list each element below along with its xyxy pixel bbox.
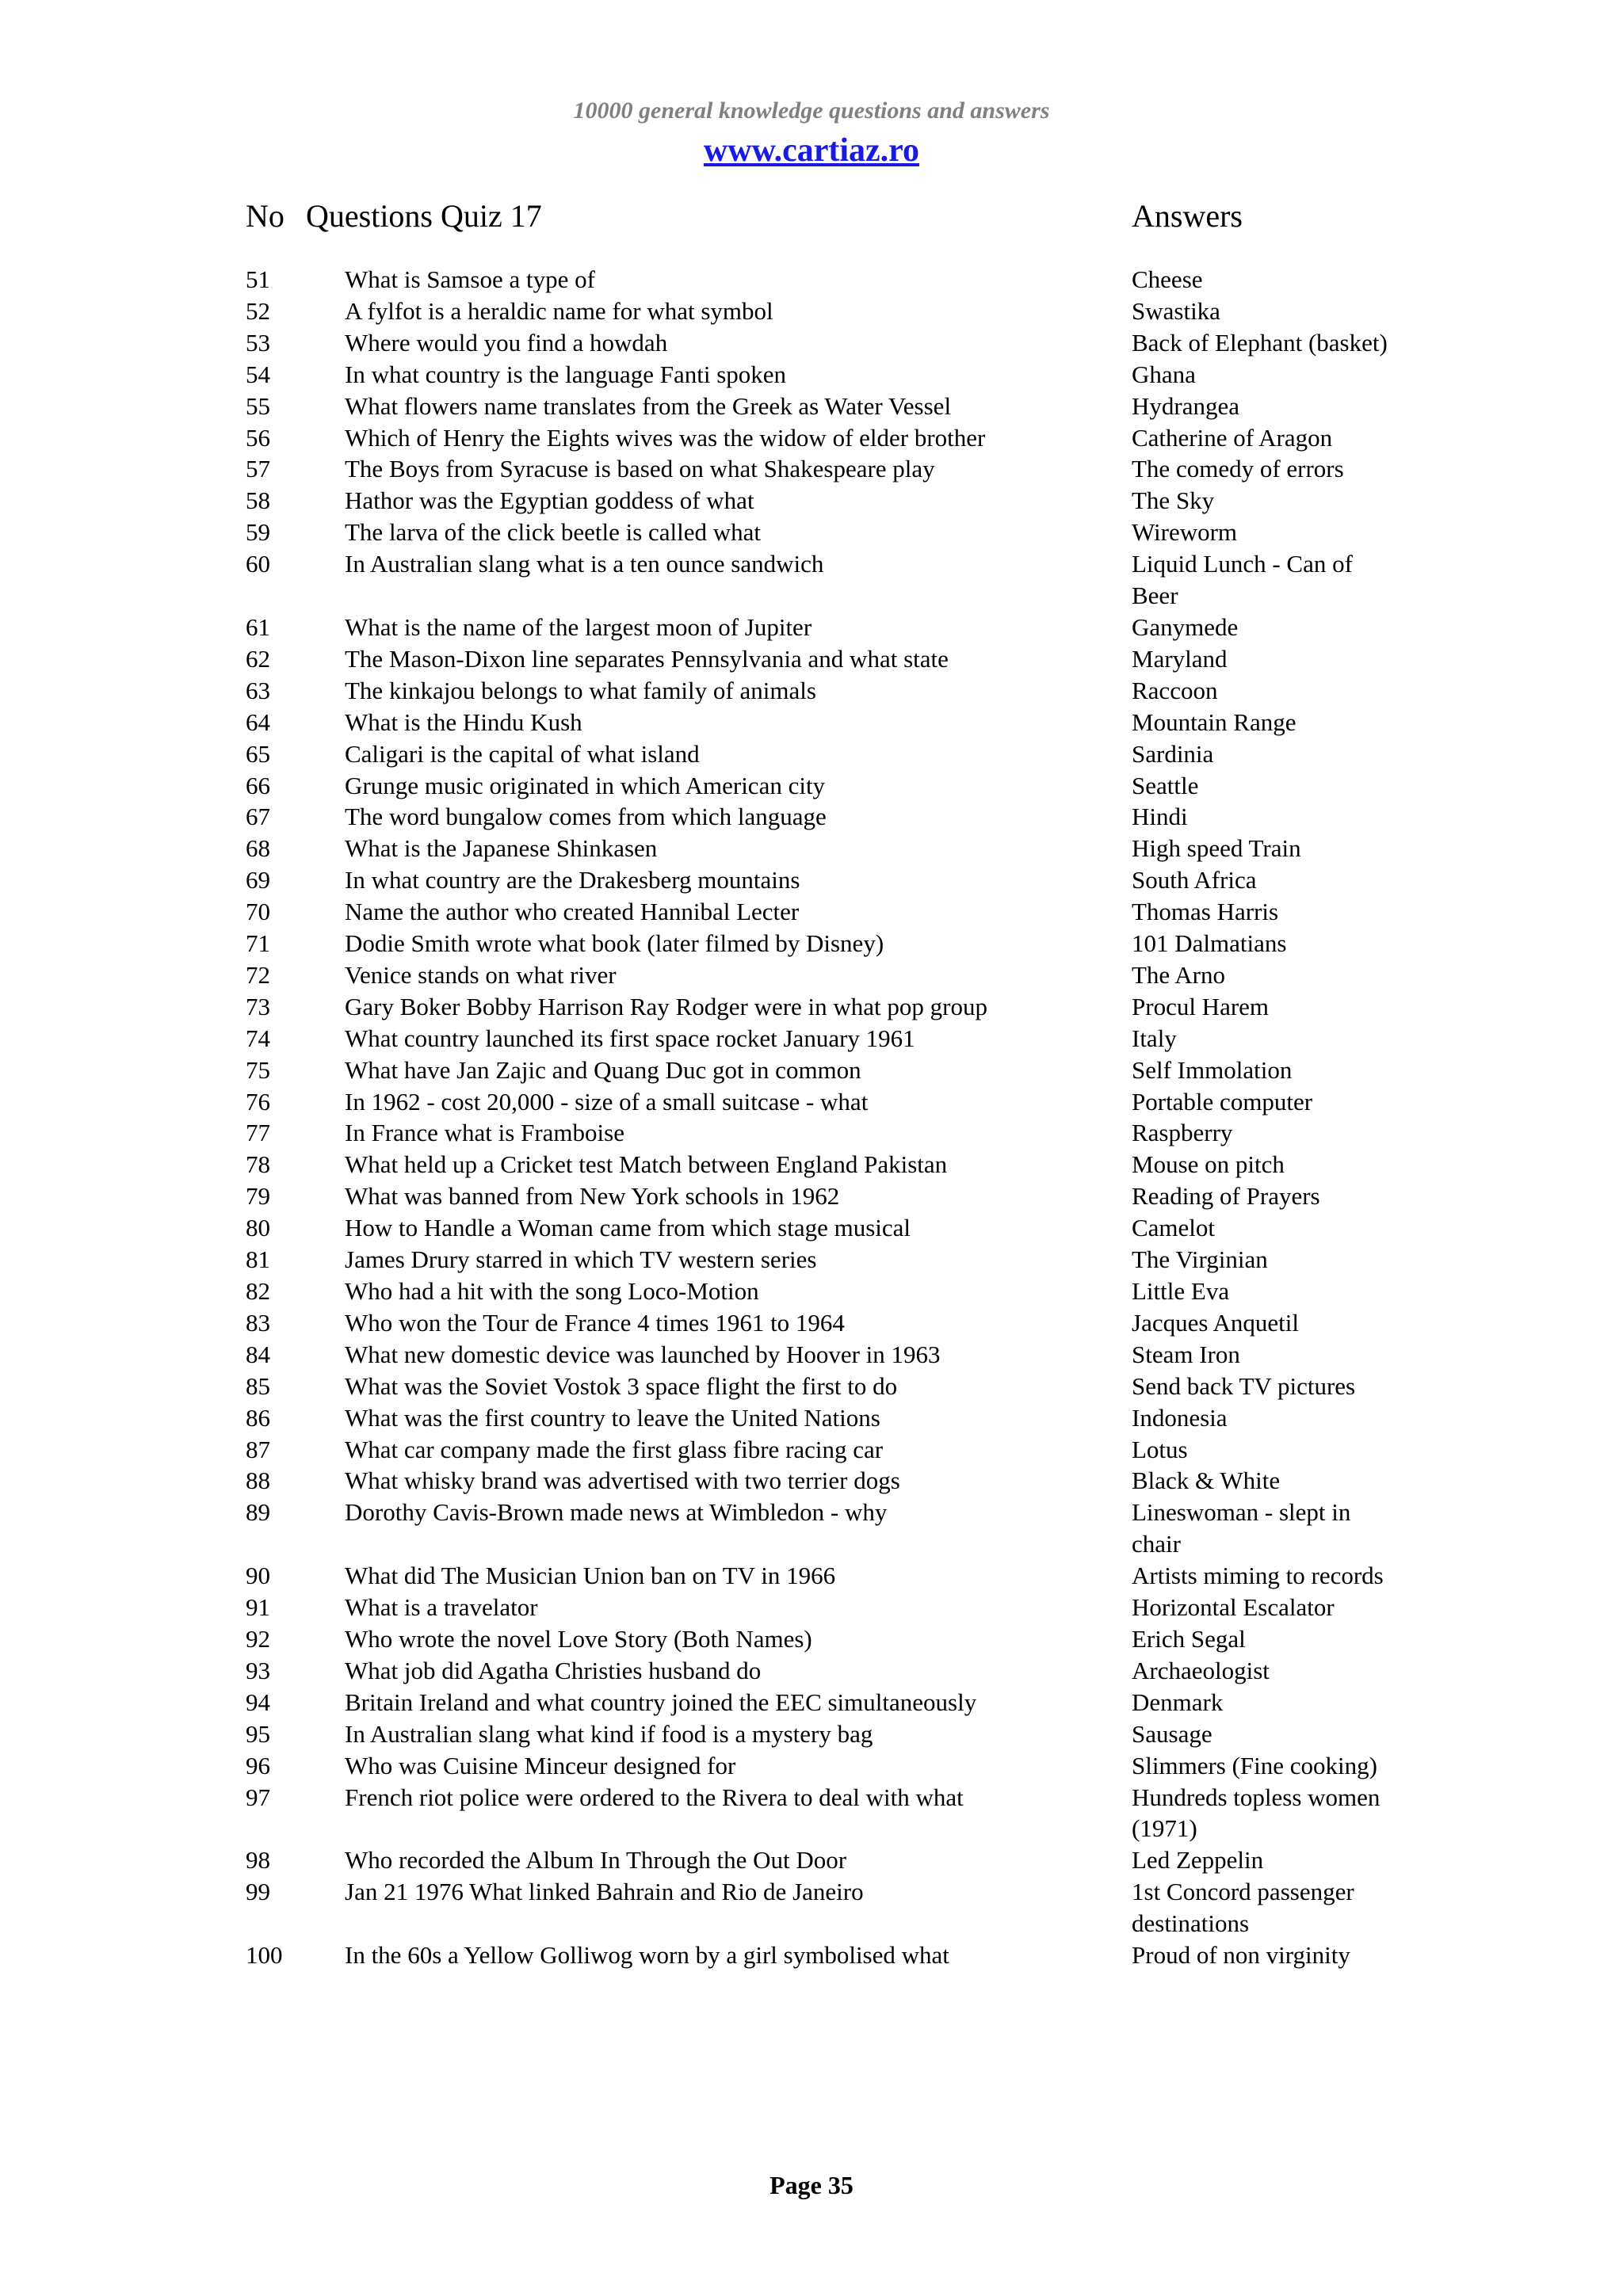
question-number: 96 [246,1751,270,1779]
table-row [0,1497,1623,1560]
question-text: In Australian slang what kind if food is a mystery bag [345,1719,873,1748]
table-row [0,801,1623,833]
question-text: What new domestic device was launched by Hoover in 1963 [345,1340,941,1368]
table-row [0,833,1623,864]
answer-text: Thomas Harris [1132,898,1279,926]
answer-text: Denmark [1132,1688,1224,1716]
question-number: 95 [246,1719,270,1748]
question-number: 68 [246,834,270,863]
column-header-no: No [246,198,285,234]
question-number: 78 [246,1150,270,1179]
question-number: 81 [246,1245,270,1274]
question-text: Who recorded the Album In Through the Out Door [345,1846,847,1875]
question-number: 60 [246,550,270,578]
question-text: Britain Ireland and what country joined the EEC simultaneously [345,1688,977,1716]
answer-text: Little Eva [1132,1277,1230,1305]
table-row [0,1117,1623,1149]
answer-text: Self Immolation [1132,1055,1293,1084]
answer-text: Send back TV pictures [1132,1371,1356,1400]
question-number: 85 [246,1371,270,1400]
answer-text: Italy [1132,1024,1177,1052]
question-number: 53 [246,328,270,357]
question-number: 64 [246,707,270,736]
table-row [0,1844,1623,1876]
answer-text: Cheese [1132,265,1203,293]
answer-text: Portable computer [1132,1087,1313,1116]
question-text: What flowers name translates from the Greek as Water Vessel [345,391,952,420]
question-text: Who won the Tour de France 4 times 1961 to 1964 [345,1308,845,1337]
answer-text: Hindi [1132,803,1188,831]
question-text: In France what is Framboise [345,1119,624,1147]
table-row [0,1307,1623,1339]
table-row [0,864,1623,896]
answer-text: South Africa [1132,866,1257,894]
question-number: 59 [246,518,270,547]
table-row [0,928,1623,959]
question-text: What is the Japanese Shinkasen [345,834,658,863]
question-text: James Drury starred in which TV western series [345,1245,817,1274]
question-text: What did The Musician Union ban on TV in 1966 [345,1562,836,1590]
table-row [0,1180,1623,1212]
answer-text: Ganymede [1132,612,1239,641]
question-text: What country launched its first space rocket January 1961 [345,1024,915,1052]
question-number: 58 [246,486,270,515]
question-text: In Australian slang what is a ten ounce sandwich [345,550,824,578]
table-row [0,1718,1623,1750]
question-text: The kinkajou belongs to what family of animals [345,676,816,704]
answer-text: Indonesia [1132,1403,1228,1432]
question-number: 79 [246,1182,270,1211]
question-number: 65 [246,739,270,768]
question-number: 83 [246,1308,270,1337]
answer-text: Procul Harem [1132,992,1270,1020]
question-text: Caligari is the capital of what island [345,739,700,768]
answer-text: Sausage [1132,1719,1212,1748]
answer-text: 1st Concord passenger destinations [1132,1878,1354,1938]
table-row [0,327,1623,359]
answer-text: Ghana [1132,360,1196,388]
table-row [0,1023,1623,1055]
table-row [0,991,1623,1023]
question-text: Dodie Smith wrote what book (later filmed by Disney) [345,929,884,958]
table-row [0,612,1623,643]
quiz-table [0,264,1623,1971]
question-number: 100 [246,1941,283,1970]
answer-text: Led Zeppelin [1132,1846,1264,1875]
table-row [0,1371,1623,1402]
question-number: 88 [246,1466,270,1495]
answer-text: Swastika [1132,296,1220,325]
question-text: A fylfot is a heraldic name for what symbol [345,296,773,325]
question-text: What is the Hindu Kush [345,707,582,736]
question-number: 91 [246,1593,270,1622]
table-row [0,770,1623,802]
question-number: 55 [246,391,270,420]
answer-text: Archaeologist [1132,1656,1270,1684]
answer-text: The Virginian [1132,1245,1268,1274]
answer-text: Maryland [1132,644,1228,673]
table-row [0,264,1623,296]
table-row [0,1592,1623,1623]
table-row [0,1212,1623,1244]
answer-text: Horizontal Escalator [1132,1593,1335,1622]
question-text: Where would you find a howdah [345,328,668,357]
table-row [0,896,1623,928]
question-number: 94 [246,1688,270,1716]
table-row [0,1086,1623,1118]
table-row [0,1560,1623,1592]
answer-text: High speed Train [1132,834,1301,863]
answer-text: Mountain Range [1132,707,1296,736]
question-number: 63 [246,676,270,704]
table-row [0,1655,1623,1687]
question-text: What whisky brand was advertised with two terrier dogs [345,1466,900,1495]
question-number: 57 [246,455,270,483]
answer-text: Liquid Lunch - Can of Beer [1132,550,1353,610]
question-text: Jan 21 1976 What linked Bahrain and Rio de Janeiro [345,1878,864,1906]
question-number: 56 [246,423,270,452]
question-text: What was banned from New York schools in 1962 [345,1182,840,1211]
answer-text: Erich Segal [1132,1624,1246,1653]
table-row [0,1750,1623,1782]
answer-text: Steam Iron [1132,1340,1240,1368]
answer-text: The comedy of errors [1132,455,1344,483]
question-text: What is Samsoe a type of [345,265,595,293]
answer-text: The Arno [1132,960,1225,989]
document-subtitle: 10000 general knowledge questions and answers [573,97,1050,124]
question-text: Gary Boker Bobby Harrison Ray Rodger were in what pop group [345,992,987,1020]
answer-text: Raspberry [1132,1119,1233,1147]
table-row [0,1276,1623,1307]
answer-text: Seattle [1132,771,1199,799]
question-text: Hathor was the Egyptian goddess of what [345,486,754,515]
table-row [0,1434,1623,1466]
table-row [0,738,1623,770]
answer-text: Mouse on pitch [1132,1150,1285,1179]
question-text: The larva of the click beetle is called what [345,518,762,547]
answer-text: Artists miming to records [1132,1562,1384,1590]
table-row [0,391,1623,422]
question-number: 54 [246,360,270,388]
table-row [0,707,1623,738]
question-number: 93 [246,1656,270,1684]
table-row [0,485,1623,517]
question-number: 71 [246,929,270,958]
question-text: Which of Henry the Eights wives was the widow of elder brother [345,423,986,452]
answer-text: Catherine of Aragon [1132,423,1333,452]
question-text: In what country are the Drakesberg mountains [345,866,800,894]
question-number: 84 [246,1340,270,1368]
question-number: 97 [246,1783,270,1811]
answer-text: Camelot [1132,1214,1216,1242]
table-row [0,1149,1623,1180]
answer-text: The Sky [1132,486,1215,515]
answer-text: Lotus [1132,1435,1188,1463]
question-number: 62 [246,644,270,673]
question-number: 74 [246,1024,270,1052]
table-row [0,959,1623,991]
question-number: 70 [246,898,270,926]
question-text: The Boys from Syracuse is based on what Shakespeare play [345,455,935,483]
answer-text: Slimmers (Fine cooking) [1132,1751,1377,1779]
question-number: 72 [246,960,270,989]
answer-text: Hydrangea [1132,391,1239,420]
answer-text: Reading of Prayers [1132,1182,1320,1211]
answer-text: Back of Elephant (basket) [1132,328,1388,357]
table-row [0,1244,1623,1276]
table-row [0,1687,1623,1718]
question-text: What was the Soviet Vostok 3 space flight the first to do [345,1371,898,1400]
table-row [0,548,1623,612]
table-row [0,1782,1623,1845]
question-number: 82 [246,1277,270,1305]
answer-text: Wireworm [1132,518,1238,547]
answer-text: Sardinia [1132,739,1214,768]
answer-text: Raccoon [1132,676,1218,704]
column-header-questions: Questions Quiz 17 [306,198,542,234]
table-row [0,1623,1623,1655]
table-row [0,1465,1623,1497]
table-row [0,517,1623,548]
question-number: 69 [246,866,270,894]
answer-text: Lineswoman - slept in chair [1132,1498,1351,1558]
question-number: 52 [246,296,270,325]
question-number: 67 [246,803,270,831]
answer-text: Proud of non virginity [1132,1941,1350,1970]
table-row [0,1339,1623,1371]
answer-text: Black & White [1132,1466,1281,1495]
question-number: 76 [246,1087,270,1116]
question-number: 99 [246,1878,270,1906]
question-number: 87 [246,1435,270,1463]
question-text: What is a travelator [345,1593,538,1622]
question-text: Who had a hit with the song Loco-Motion [345,1277,759,1305]
answer-text: 101 Dalmatians [1132,929,1287,958]
question-number: 73 [246,992,270,1020]
question-text: Grunge music originated in which American city [345,771,826,799]
table-row [0,1055,1623,1086]
site-link[interactable]: www.cartiaz.ro [703,132,920,169]
table-row [0,1939,1623,1971]
question-text: What have Jan Zajic and Quang Duc got in common [345,1055,861,1084]
table-row [0,1876,1623,1939]
table-row [0,296,1623,327]
question-text: What is the name of the largest moon of Jupiter [345,612,812,641]
question-text: What job did Agatha Christies husband do [345,1656,762,1684]
question-text: What held up a Cricket test Match between England Pakistan [345,1150,948,1179]
table-row [0,359,1623,391]
question-text: What was the first country to leave the United Nations [345,1403,880,1432]
question-text: Who wrote the novel Love Story (Both Names) [345,1624,812,1653]
question-text: Who was Cuisine Minceur designed for [345,1751,736,1779]
question-number: 80 [246,1214,270,1242]
question-number: 92 [246,1624,270,1653]
question-text: In what country is the language Fanti spoken [345,360,787,388]
page-number: Page 35 [769,2171,854,2199]
question-number: 86 [246,1403,270,1432]
question-number: 66 [246,771,270,799]
question-number: 75 [246,1055,270,1084]
question-number: 98 [246,1846,270,1875]
question-number: 89 [246,1498,270,1527]
answer-text: Hundreds topless women (1971) [1132,1783,1381,1843]
question-number: 61 [246,612,270,641]
answer-text: Jacques Anquetil [1132,1308,1299,1337]
question-text: Venice stands on what river [345,960,617,989]
question-text: What car company made the first glass fibre racing car [345,1435,884,1463]
table-row [0,453,1623,485]
question-text: In the 60s a Yellow Golliwog worn by a girl symbolised what [345,1941,949,1970]
question-number: 77 [246,1119,270,1147]
question-text: In 1962 - cost 20,000 - size of a small suitcase - what [345,1087,869,1116]
question-text: The word bungalow comes from which language [345,803,827,831]
question-text: French riot police were ordered to the Rivera to deal with what [345,1783,964,1811]
question-text: The Mason-Dixon line separates Pennsylvania and what state [345,644,949,673]
question-text: Name the author who created Hannibal Lecter [345,898,800,926]
table-row [0,675,1623,707]
column-header-answers: Answers [1132,198,1243,234]
table-row [0,643,1623,675]
question-text: Dorothy Cavis-Brown made news at Wimbledon - why [345,1498,888,1527]
table-row [0,422,1623,454]
question-number: 90 [246,1562,270,1590]
question-number: 51 [246,265,270,293]
table-row [0,1402,1623,1434]
question-text: How to Handle a Woman came from which stage musical [345,1214,911,1242]
